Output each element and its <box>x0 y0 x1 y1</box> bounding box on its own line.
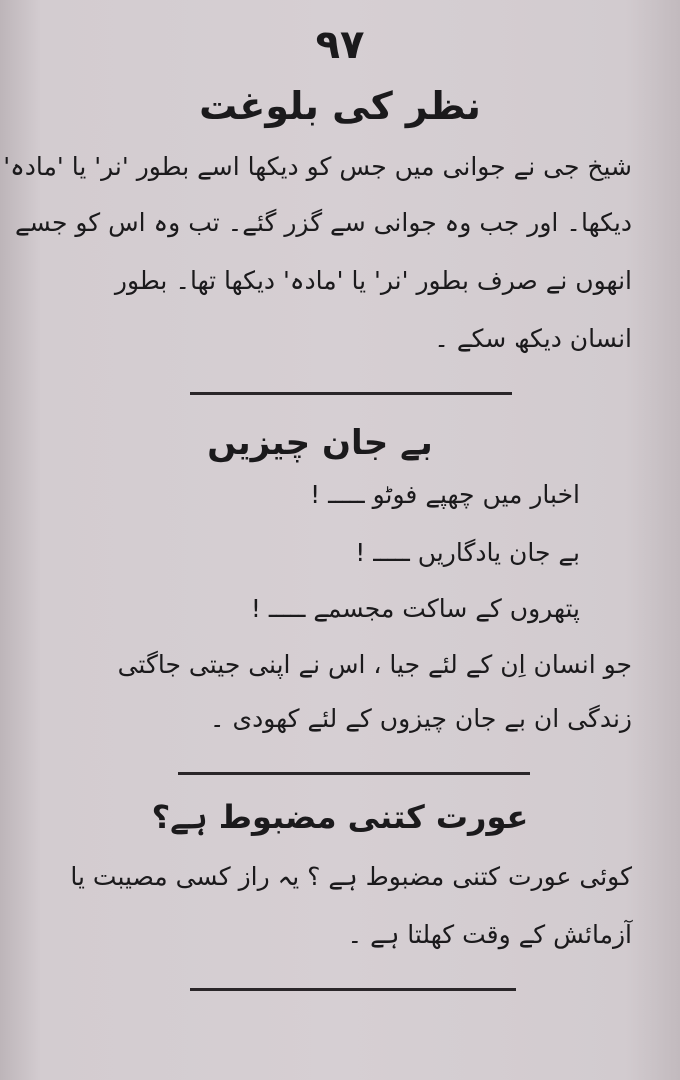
paragraph-line: آزمائش کے وقت کھلتا ہے ۔ <box>347 920 632 949</box>
poem-line: پتھروں کے ساکت مجسمے ـــــ ! <box>250 594 580 623</box>
paragraph-line: زندگی ان بے جان چیزوں کے لئے کھودی ۔ <box>209 704 632 733</box>
paragraph-line: انھوں نے صرف بطور 'نر' یا 'مادہ' دیکھا تھا۔ بطور <box>114 266 632 295</box>
section-divider <box>190 988 516 991</box>
paragraph-line: دیکھا۔ اور جب وہ جوانی سے گزر گئے۔ تب وہ اس کو جسے <box>15 208 632 237</box>
paragraph-line: جو انسان اِن کے لئے جیا ، اس نے اپنی جیتی جاگتی <box>117 650 632 679</box>
page-number: ۹۷ <box>315 22 365 68</box>
section-heading-3: عورت کتنی مضبوط ہے؟ <box>151 798 529 836</box>
section-heading-1: نظر کی بلوغت <box>199 84 481 128</box>
poem-line: بے جان یادگاریں ـــــ ! <box>355 538 580 567</box>
paragraph-line: انسان دیکھ سکے ۔ <box>434 324 632 353</box>
section-divider <box>190 392 512 395</box>
section-heading-2: بے جان چیزیں <box>207 423 433 463</box>
poem-line: اخبار میں چھپے فوٹو ـــــ ! <box>310 480 580 509</box>
paragraph-line: شیخ جی نے جوانی میں جس کو دیکھا اسے بطور 'نر' یا 'مادہ' <box>3 152 632 181</box>
paragraph-line: کوئی عورت کتنی مضبوط ہے ؟ یہ راز کسی مصیبت یا <box>70 862 632 891</box>
section-divider <box>178 772 530 775</box>
